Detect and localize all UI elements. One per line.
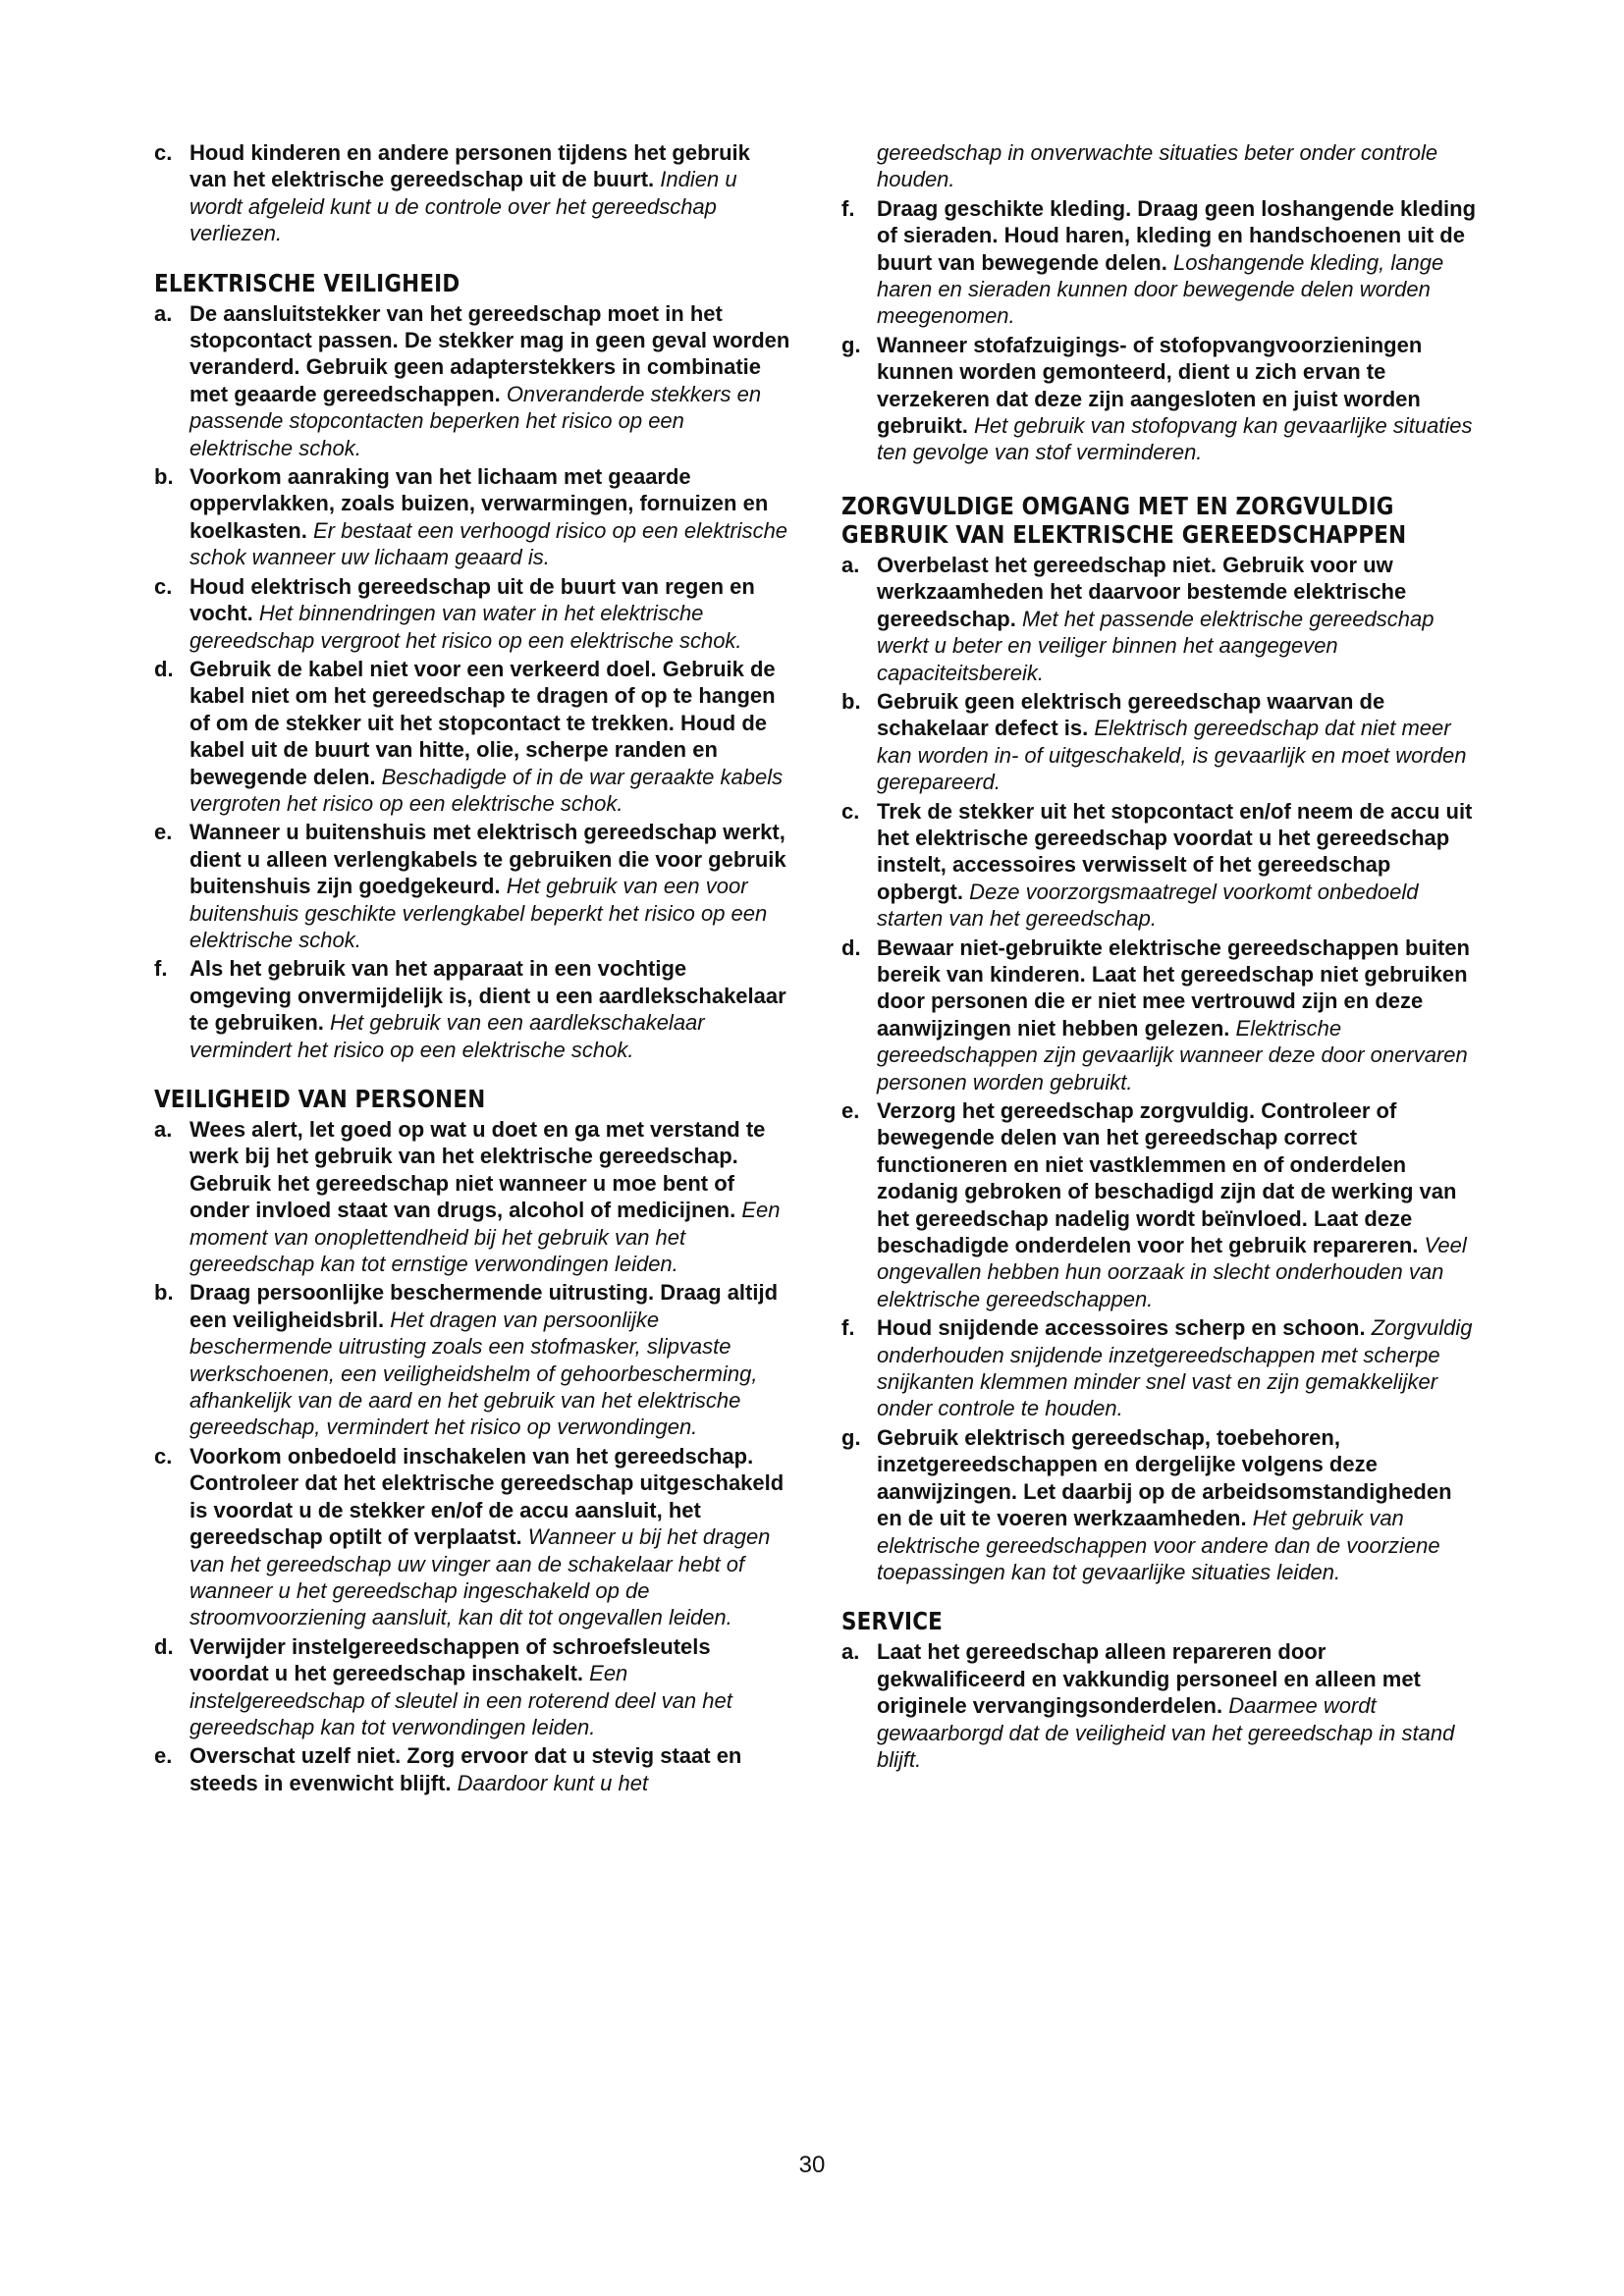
list-item <box>841 1314 1480 1422</box>
page-number: 30 <box>798 2152 826 2178</box>
item-letter: a. <box>841 1639 860 1665</box>
item-italic-text: Beschadigde of in de war geraakte kabels vergroten het risico op een elektrische schok. <box>189 764 784 816</box>
left-column <box>154 139 792 1798</box>
continued-text <box>841 139 1480 193</box>
item-bold-text: Overschat uzelf niet. Zorg ervoor dat u stevig staat en steeds in evenwicht blijft. <box>189 1743 742 1795</box>
list-item <box>154 656 792 817</box>
section-heading-service: SERVICE <box>841 1607 944 1636</box>
list-item <box>841 1097 1480 1312</box>
item-letter: a. <box>154 1117 173 1142</box>
item-bold-text: Wees alert, let goed op wat u doet en ga met verstand te werk bij het gebruik van het elektrische gereedschap. Gebruik het gereedschap niet wanneer u moe bent of onder invloed staat van drugs, alcohol of medicijnen. <box>189 1117 766 1223</box>
item-letter: e. <box>841 1098 860 1123</box>
item-bold-text: Bewaar niet-gebruikte elektrische gereedschappen buiten bereik van kinderen. Laat het gereedschap niet gebruiken door personen die er niet mee vertrouwd zijn en deze aanwijzingen niet hebben gelezen. <box>877 934 1470 1041</box>
item-italic-text: gereedschap in onverwachte situaties beter onder controle houden. <box>877 140 1438 192</box>
item-letter: f. <box>841 1315 855 1341</box>
item-letter: b. <box>154 1280 174 1306</box>
section-heading-careful-use <box>841 491 1407 549</box>
list-item <box>841 1424 1480 1585</box>
item-letter: g. <box>841 1424 861 1450</box>
item-letter: f. <box>841 195 855 221</box>
item-italic-text: Onveranderde stekkers en passende stopcontacten beperken het risico op een elektrische schok. <box>189 381 762 460</box>
item-letter: b. <box>154 464 174 490</box>
item-italic-text: Er bestaat een verhoogd risico op een elektrische schok wanneer uw lichaam geaard is. <box>189 517 788 570</box>
list-item <box>154 1116 792 1277</box>
item-letter: g. <box>841 332 861 357</box>
list-item <box>154 1633 792 1741</box>
heading-line: ZORGVULDIGE OMGANG MET EN ZORGVULDIG <box>841 491 1394 520</box>
item-letter: a. <box>154 300 173 326</box>
heading-line: GEBRUIK VAN ELEKTRISCHE GEREEDSCHAPPEN <box>841 519 1407 549</box>
item-letter: b. <box>841 688 861 714</box>
item-letter: f. <box>154 956 168 982</box>
item-letter: a. <box>841 552 860 577</box>
list-item <box>841 798 1480 933</box>
item-bold-text: Voorkom onbedoeld inschakelen van het gereedschap. Controleer dat het elektrische gereedschap uitgeschakeld is voordat u de stekker en/of de accu aansluit, het gereedschap optilt of verplaatst. <box>189 1443 785 1550</box>
list-item <box>154 463 792 571</box>
list-item <box>154 955 792 1063</box>
list-item <box>841 1638 1480 1773</box>
list-item <box>154 300 792 461</box>
item-italic-text: Deze voorzorgsmaatregel voorkomt onbedoeld starten van het gereedschap. <box>877 879 1419 932</box>
item-italic-text: Indien u wordt afgeleid kunt u de controle over het gereedschap verliezen. <box>189 167 737 246</box>
item-bold-text: Verzorg het gereedschap zorgvuldig. Controleer of bewegende delen van het gereedschap correct functioneren en niet vastklemmen en of onderdelen zodanig gebroken of beschadigd zijn dat de werking van het gereedschap nadelig wordt beïnvloed. Laat deze beschadigde onderdelen voor het gebruik repareren. <box>877 1098 1457 1258</box>
item-bold-text: Gebruik elektrisch gereedschap, toebehoren, inzetgereedschappen en dergelijke volgens deze aanwijzingen. Let daarbij op de arbeidsomstandigheden en de uit te voeren werkzaamheden. <box>877 1424 1452 1531</box>
item-italic-text: Daarmee wordt gewaarborgd dat de veiligheid van het gereedschap in stand blijft. <box>877 1693 1455 1772</box>
item-bold-text: De aansluitstekker van het gereedschap moet in het stopcontact passen. De stekker mag in geen geval worden veranderd. Gebruik geen adapterstekkers in combinatie met geaarde gereedschappen. <box>189 300 790 406</box>
list-item <box>841 332 1480 466</box>
item-bold-text: Laat het gereedschap alleen repareren door gekwalificeerd en vakkundig personeel en alleen met originele vervangingsonderdelen. <box>877 1639 1421 1719</box>
list-item <box>154 139 792 247</box>
item-italic-text: Veel ongevallen hebben hun oorzaak in slecht onderhouden van elektrische gereedschappen. <box>877 1233 1467 1311</box>
section-heading-electrical: ELEKTRISCHE VEILIGHEID <box>154 268 460 297</box>
list-item <box>841 934 1480 1095</box>
item-letter: d. <box>154 1633 174 1659</box>
item-italic-text: Elektrisch gereedschap dat niet meer kan worden in- of uitgeschakeld, is gevaarlijk en moet worden gerepareerd. <box>877 716 1467 795</box>
item-letter: c. <box>841 798 860 824</box>
item-bold-text: Voorkom aanraking van het lichaam met geaarde oppervlakken, zoals buizen, verwarmingen, fornuizen en koelkasten. <box>189 464 769 543</box>
item-italic-text: Wanneer u bij het dragen van het gereedschap uw vinger aan de schakelaar hebt of wanneer u het gereedschap ingeschakeld op de stroomvoorziening aansluit, kan dit tot ongevallen leiden. <box>189 1524 771 1630</box>
item-bold-text: Als het gebruik van het apparaat in een vochtige omgeving onvermijdelijk is, dient u een aardlekschakelaar te gebruiken. <box>189 956 786 1036</box>
list-item <box>154 573 792 654</box>
item-italic-text: Loshangende kleding, lange haren en sieraden kunnen door bewegende delen worden meegenomen. <box>877 249 1444 329</box>
item-letter: e. <box>154 820 173 845</box>
item-bold-text: Houd elektrisch gereedschap uit de buurt van regen en vocht. <box>189 573 755 626</box>
item-italic-text: Het gebruik van een aardlekschakelaar vermindert het risico op een elektrische schok. <box>189 1010 705 1062</box>
item-italic-text: Het gebruik van een voor buitenshuis geschikte verlengkabel beperkt het risico op een elektrische schok. <box>189 874 768 952</box>
item-bold-text: Draag persoonlijke beschermende uitrusting. Draag altijd een veiligheidsbril. <box>189 1280 779 1332</box>
item-letter: c. <box>154 573 173 599</box>
item-italic-text: Het gebruik van stofopvang kan gevaarlijke situaties ten gevolge van stof verminderen. <box>877 413 1473 465</box>
item-italic-text: Zorgvuldig onderhouden snijdende inzetgereedschappen met scherpe snijkanten klemmen minder snel vast en zijn gemakkelijker onder controle te houden. <box>877 1315 1473 1421</box>
list-item <box>841 552 1480 686</box>
list-item <box>841 195 1480 330</box>
item-italic-text: Een instelgereedschap of sleutel in een roterend deel van het gereedschap kan tot verwondingen leiden. <box>189 1661 732 1739</box>
item-bold-text: Verwijder instelgereedschappen of schroefsleutels voordat u het gereedschap inschakelt. <box>189 1633 711 1686</box>
item-italic-text: Het gebruik van elektrische gereedschappen voor andere dan de voorziene toepassingen kan tot gevaarlijke situaties leiden. <box>877 1506 1440 1584</box>
item-bold-text: Wanneer stofafzuigings- of stofopvangvoorzieningen kunnen worden gemonteerd, dient u zich ervan te verzekeren dat deze zijn aangesloten en juist worden gebruikt. <box>877 332 1423 439</box>
item-bold-text: Draag geschikte kleding. Draag geen loshangende kleding of sieraden. Houd haren, kleding en handschoenen uit de buurt van bewegende delen. <box>877 195 1477 275</box>
item-bold-text: Trek de stekker uit het stopcontact en/of neem de accu uit het elektrische gereedschap voordat u het gereedschap instelt, accessoires verwisselt of het gereedschap opbergt. <box>877 798 1473 904</box>
item-bold-text: Wanneer u buitenshuis met elektrisch gereedschap werkt, dient u alleen verlengkabels te gebruiken die voor gebruik buitenshuis zijn goedgekeurd. <box>189 820 786 899</box>
item-bold-text: Overbelast het gereedschap niet. Gebruik voor uw werkzaamheden het daarvoor bestemde elektrische gereedschap. <box>877 552 1407 631</box>
section-heading-personal: VEILIGHEID VAN PERSONEN <box>154 1085 486 1113</box>
item-letter: d. <box>154 656 174 681</box>
item-bold-text: Gebruik de kabel niet voor een verkeerd doel. Gebruik de kabel niet om het gereedschap te dragen of op te hangen of om de stekker uit het stopcontact te trekken. Houd de kabel uit de buurt van hitte, olie, scherpe randen en bewegende delen. <box>189 656 776 789</box>
item-italic-text: Met het passende elektrische gereedschap werkt u beter en veiliger binnen het aangegeven capaciteitsbereik. <box>877 606 1435 685</box>
item-italic-text: Een moment van onoplettendheid bij het gebruik van het gereedschap kan tot ernstige verwondingen leiden. <box>189 1198 781 1277</box>
item-italic-text: Het binnendringen van water in het elektrische gereedschap vergroot het risico op een elektrische schok. <box>189 601 742 653</box>
item-letter: c. <box>154 1443 173 1468</box>
item-letter: c. <box>154 140 173 165</box>
list-item <box>154 1443 792 1631</box>
item-letter: d. <box>841 934 861 960</box>
item-italic-text: Daardoor kunt u het <box>457 1770 649 1795</box>
list-item <box>154 819 792 953</box>
right-column <box>841 139 1480 1775</box>
item-bold-text: Gebruik geen elektrisch gereedschap waarvan de schakelaar defect is. <box>877 688 1385 741</box>
item-bold-text: Houd snijdende accessoires scherp en schoon. <box>877 1315 1366 1341</box>
item-letter: e. <box>154 1743 173 1769</box>
item-italic-text: Elektrische gereedschappen zijn gevaarlijk wanneer deze door onervaren personen worden gebruikt. <box>877 1015 1468 1095</box>
list-item <box>841 688 1480 796</box>
list-item <box>154 1279 792 1440</box>
list-item <box>154 1742 792 1796</box>
item-bold-text: Houd kinderen en andere personen tijdens het gebruik van het elektrische gereedschap uit de buurt. <box>189 140 750 192</box>
item-italic-text: Het dragen van persoonlijke beschermende uitrusting zoals een stofmasker, slipvaste werkschoenen, een veiligheidshelm of gehoorbescherming, afhankelijk van de aard en het gebruik van het elektrische gereedschap, vermindert het risico op verwondingen. <box>189 1307 758 1440</box>
